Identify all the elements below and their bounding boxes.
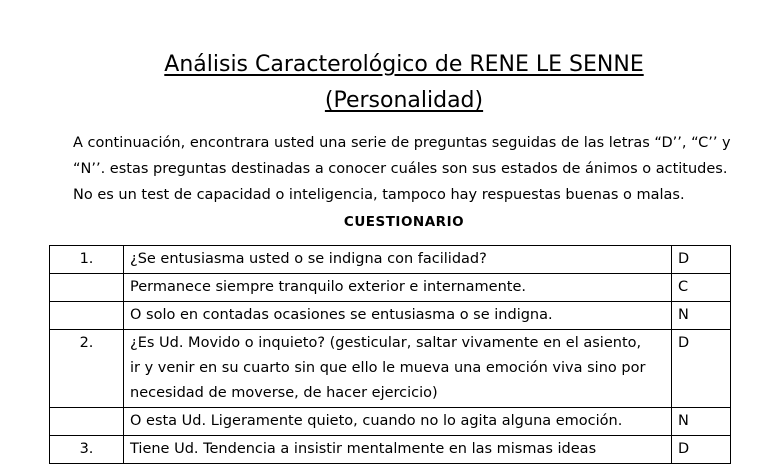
- answer-letter: D: [672, 436, 731, 464]
- question-number: [50, 302, 124, 330]
- question-number: 1.: [50, 246, 124, 274]
- section-heading: CUESTIONARIO: [343, 214, 465, 230]
- question-number: 3.: [50, 436, 124, 464]
- question-text: Permanece siempre tranquilo exterior e internamente.: [124, 274, 672, 302]
- answer-letter: D: [672, 246, 731, 274]
- question-number: [50, 274, 124, 302]
- question-number: 2.: [50, 330, 124, 408]
- table-row: [50, 246, 731, 274]
- intro-line: A continuación, encontrara usted una serie de preguntas seguidas de las letras “D’’, “C’’ y: [73, 135, 731, 151]
- question-text-line: necesidad de moverse, de hacer ejercicio): [130, 385, 438, 401]
- answer-letter: D: [672, 330, 731, 408]
- document-subtitle: (Personalidad): [324, 88, 484, 113]
- question-text-line: ir y venir en su cuarto sin que ello le mueva una emoción viva sino por: [130, 360, 646, 376]
- answer-letter: C: [672, 274, 731, 302]
- question-text: ¿Se entusiasma usted o se indigna con facilidad?: [124, 246, 672, 274]
- question-text: [124, 330, 672, 408]
- answer-letter: N: [672, 302, 731, 330]
- table-row: [50, 408, 731, 436]
- question-number: [50, 408, 124, 436]
- question-text: O esta Ud. Ligeramente quieto, cuando no lo agita alguna emoción.: [124, 408, 672, 436]
- question-text: Tiene Ud. Tendencia a insistir mentalmente en las mismas ideas: [124, 436, 672, 464]
- answer-letter: N: [672, 408, 731, 436]
- table-row: [50, 302, 731, 330]
- intro-line: “N’’. estas preguntas destinadas a conocer cuáles son sus estados de ánimos o actitudes.: [73, 161, 728, 177]
- question-text-line: ¿Es Ud. Movido o inquieto? (gesticular, saltar vivamente en el asiento,: [130, 335, 642, 351]
- question-text: O solo en contadas ocasiones se entusiasma o se indigna.: [124, 302, 672, 330]
- intro-line: No es un test de capacidad o inteligencia, tampoco hay respuestas buenas o malas.: [73, 187, 685, 203]
- questionnaire-table: [49, 245, 731, 464]
- intro-paragraph: [73, 130, 733, 208]
- table-row: [50, 330, 731, 408]
- table-row: [50, 274, 731, 302]
- table-row: [50, 436, 731, 464]
- document-title: Análisis Caracterológico de RENE LE SENNE: [164, 52, 644, 77]
